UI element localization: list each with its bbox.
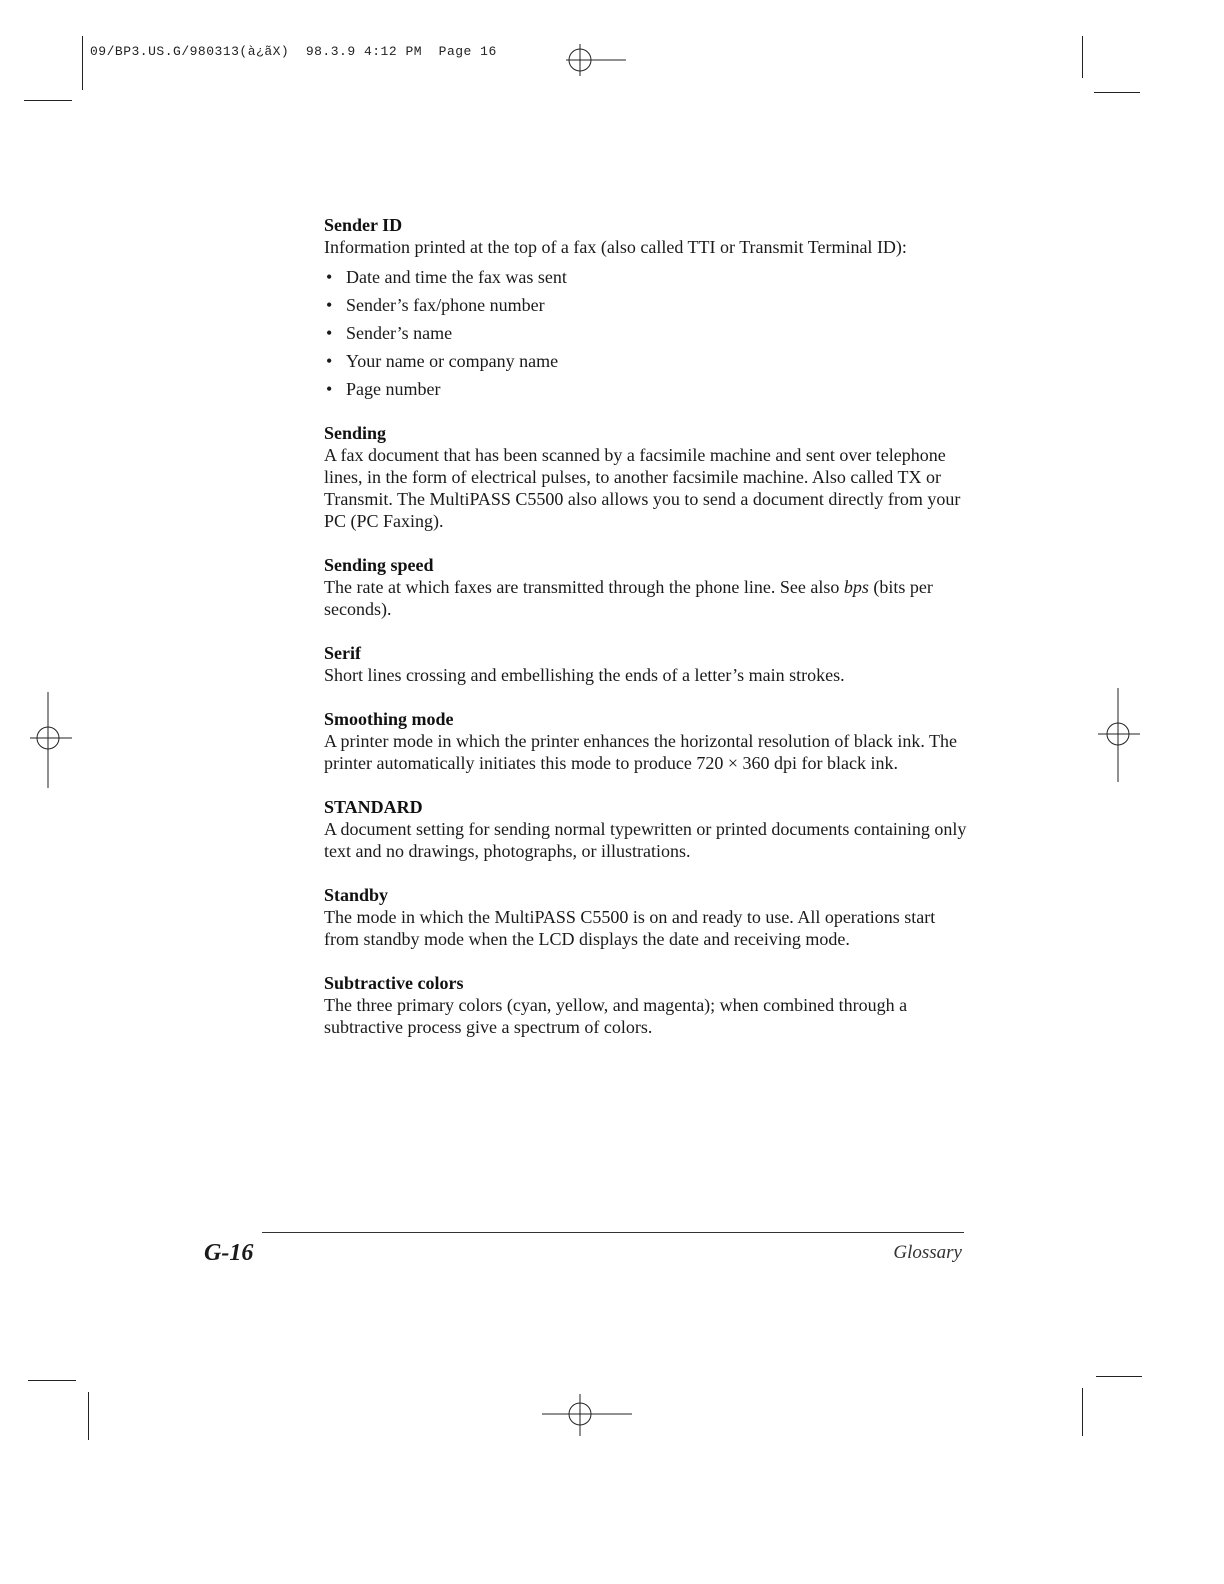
page-number: G-16 xyxy=(204,1240,254,1266)
entry-definition: A printer mode in which the printer enhances the horizontal resolution of black ink. The printer automatically initiates this mode to produce 720 × 360 dpi for black ink. xyxy=(324,731,957,773)
entry-term: Sending speed xyxy=(324,555,434,575)
entry-term: Smoothing mode xyxy=(324,709,454,729)
entry-subtractive-colors xyxy=(324,972,974,1038)
entry-definition: A fax document that has been scanned by a facsimile machine and sent over telephone lines, in the form of electrical pulses, to another facsimile machine. Also called TX or Transmit. The MultiPASS C5500 also allows you to send a document directly from your PC (PC Faxing). xyxy=(324,445,961,531)
bullet-icon: • xyxy=(326,323,333,343)
crop-mark-top-left-vertical xyxy=(82,36,83,90)
crop-mark-bottom-left-horizontal xyxy=(28,1380,76,1381)
bullet-item: • Page number xyxy=(326,379,441,399)
italic-term: bps xyxy=(843,577,869,597)
bullet-icon: • xyxy=(326,351,333,371)
entry-definition: A document setting for sending normal typewritten or printed documents containing only text and no drawings, photographs, or illustrations. xyxy=(324,819,967,861)
registration-mark-top xyxy=(560,40,630,80)
bullet-icon: • xyxy=(326,267,333,287)
bullet-list xyxy=(324,266,974,400)
registration-mark-right xyxy=(1094,686,1144,786)
entry-smoothing-mode xyxy=(324,708,974,774)
print-slug: 09/BP3.US.G/980313(à¿ãX) 98.3.9 4:12 PM Page 16 xyxy=(90,44,497,59)
entry-serif xyxy=(324,642,974,686)
footer-rule xyxy=(262,1232,964,1233)
entry-term: Subtractive colors xyxy=(324,973,464,993)
bullet-item: • Date and time the fax was sent xyxy=(326,267,567,287)
entry-definition: Information printed at the top of a fax (also called TTI or Transmit Terminal ID): xyxy=(324,237,907,257)
entry-term: STANDARD xyxy=(324,797,423,817)
entry-definition: Short lines crossing and embellishing the ends of a letter’s main strokes. xyxy=(324,665,845,685)
entry-sender-id xyxy=(324,214,974,400)
crop-mark-top-right-horizontal xyxy=(1094,92,1140,93)
bullet-item: • Your name or company name xyxy=(326,351,559,371)
section-label: Glossary xyxy=(893,1242,962,1263)
crop-mark-top-left-horizontal xyxy=(24,100,72,101)
entry-term: Sender ID xyxy=(324,215,403,235)
entry-term: Standby xyxy=(324,885,389,905)
entry-definition: The rate at which faxes are transmitted through the phone line. See also bps (bits per seconds). xyxy=(324,577,933,619)
glossary-content xyxy=(324,214,974,1060)
registration-mark-left xyxy=(26,690,76,790)
crop-mark-bottom-left-vertical xyxy=(88,1392,89,1440)
crop-mark-top-right-vertical xyxy=(1082,36,1083,78)
entry-term: Sending xyxy=(324,423,387,443)
registration-mark-bottom xyxy=(540,1392,636,1438)
entry-term: Serif xyxy=(324,643,361,663)
entry-sending xyxy=(324,422,974,532)
entry-definition: The mode in which the MultiPASS C5500 is on and ready to use. All operations start from standby mode when the LCD displays the date and receiving mode. xyxy=(324,907,936,949)
bullet-item: • Sender’s name xyxy=(326,323,453,343)
entry-standard xyxy=(324,796,974,862)
entry-sending-speed xyxy=(324,554,974,620)
crop-mark-bottom-right-vertical xyxy=(1082,1388,1083,1436)
bullet-item: • Sender’s fax/phone number xyxy=(326,295,545,315)
entry-standby xyxy=(324,884,974,950)
crop-mark-bottom-right-horizontal xyxy=(1096,1376,1142,1377)
bullet-icon: • xyxy=(326,295,333,315)
bullet-icon: • xyxy=(326,379,333,399)
entry-definition: The three primary colors (cyan, yellow, and magenta); when combined through a subtractive process give a spectrum of colors. xyxy=(324,995,908,1037)
